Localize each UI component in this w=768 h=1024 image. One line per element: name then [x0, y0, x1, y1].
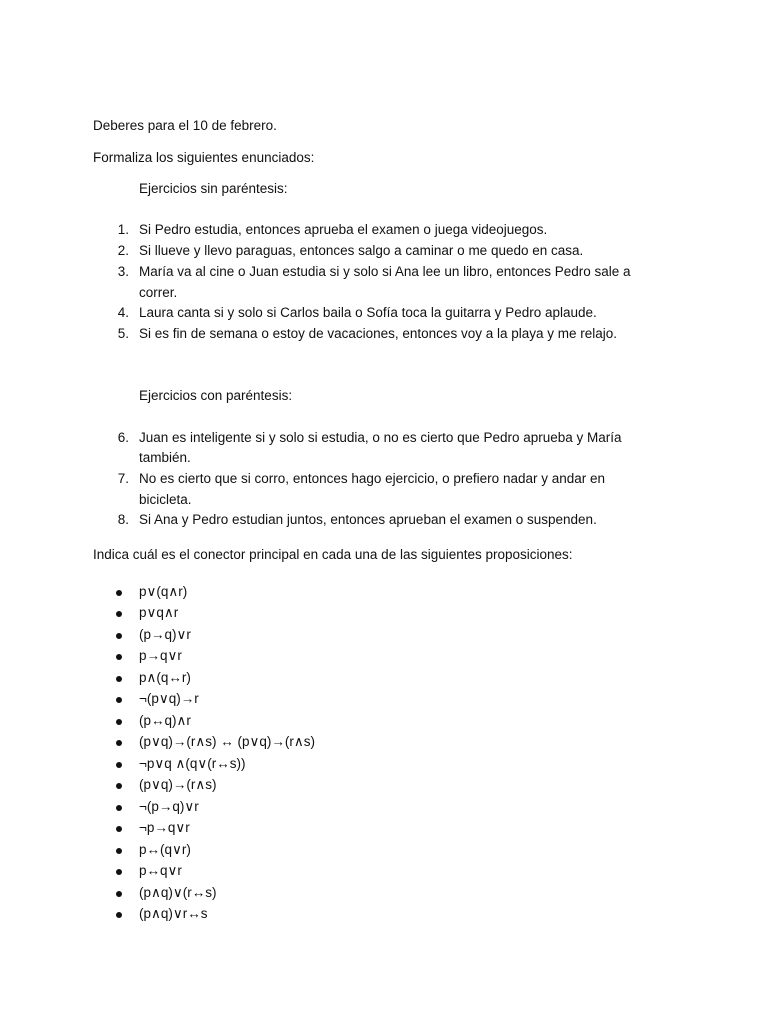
- proposition: (p∧q)∨(r↔s): [139, 885, 217, 900]
- bullet-icon: [116, 654, 122, 660]
- list-number: 1.: [117, 222, 129, 237]
- proposition: (p∧q)∨r↔s: [139, 906, 208, 921]
- bullet-icon: [116, 783, 122, 789]
- list-number: 2.: [117, 243, 129, 258]
- bullet-icon: [116, 719, 122, 725]
- proposition: ¬p→q∨r: [139, 820, 190, 835]
- proposition: (p↔q)∧r: [139, 713, 191, 728]
- bullet-icon: [116, 633, 122, 639]
- bullet-icon: [116, 891, 122, 897]
- proposition: ¬(p∨q)→r: [139, 691, 199, 706]
- bullet-icon: [116, 805, 122, 811]
- proposition: ¬p∨q ∧(q∨(r↔s)): [139, 756, 246, 771]
- document-title: Deberes para el 10 de febrero.: [93, 118, 277, 133]
- section-heading-with-parentheses: Ejercicios con paréntesis:: [139, 388, 293, 403]
- bullet-icon: [116, 697, 122, 703]
- exercise-6-text-continued: también.: [139, 450, 191, 465]
- section-heading-no-parentheses: Ejercicios sin paréntesis:: [139, 181, 288, 196]
- proposition: ¬(p→q)∨r: [139, 799, 199, 814]
- exercise-4-text: Laura canta si y solo si Carlos baila o Sofía toca la guitarra y Pedro aplaude.: [139, 305, 597, 320]
- proposition: (p∨q)→(r∧s) ↔ (p∨q)→(r∧s): [139, 734, 316, 749]
- proposition: (p→q)∨r: [139, 627, 191, 642]
- bullet-icon: [116, 740, 122, 746]
- list-number: 6.: [117, 430, 129, 445]
- bullet-icon: [116, 912, 122, 918]
- proposition: p↔q∨r: [139, 863, 182, 878]
- proposition: p∧(q↔r): [139, 670, 191, 685]
- list-number: 7.: [117, 471, 129, 486]
- instruction-formalize: Formaliza los siguientes enunciados:: [93, 150, 315, 165]
- bullet-icon: [116, 590, 122, 596]
- bullet-icon: [116, 611, 122, 617]
- bullet-icon: [116, 826, 122, 832]
- list-number: 8.: [117, 512, 129, 527]
- exercise-8-text: Si Ana y Pedro estudian juntos, entonces aprueban el examen o suspenden.: [139, 512, 597, 527]
- proposition: (p∨q)→(r∧s): [139, 777, 217, 792]
- bullet-icon: [116, 762, 122, 768]
- bullet-icon: [116, 676, 122, 682]
- bullet-icon: [116, 848, 122, 854]
- proposition: p→q∨r: [139, 648, 182, 663]
- proposition: p↔(q∨r): [139, 842, 191, 857]
- bullet-icon: [116, 869, 122, 875]
- exercise-3-text-continued: correr.: [139, 285, 178, 300]
- exercise-3-text: María va al cine o Juan estudia si y solo si Ana lee un libro, entonces Pedro sale a: [139, 264, 631, 279]
- exercise-6-text: Juan es inteligente si y solo si estudia, o no es cierto que Pedro aprueba y María: [139, 430, 622, 445]
- proposition: p∨q∧r: [139, 605, 179, 620]
- exercise-2-text: Si llueve y llevo paraguas, entonces salgo a caminar o me quedo en casa.: [139, 243, 584, 258]
- list-number: 3.: [117, 264, 129, 279]
- proposition: p∨(q∧r): [139, 584, 188, 599]
- exercise-7-text-continued: bicicleta.: [139, 492, 192, 507]
- list-number: 5.: [117, 326, 129, 341]
- list-number: 4.: [117, 305, 129, 320]
- exercise-5-text: Si es fin de semana o estoy de vacaciones, entonces voy a la playa y me relajo.: [139, 326, 618, 341]
- instruction-main-connector: Indica cuál es el conector principal en cada una de las siguientes proposiciones:: [93, 547, 573, 562]
- exercise-1-text: Si Pedro estudia, entonces aprueba el examen o juega videojuegos.: [139, 222, 548, 237]
- exercise-7-text: No es cierto que si corro, entonces hago ejercicio, o prefiero nadar y andar en: [139, 471, 606, 486]
